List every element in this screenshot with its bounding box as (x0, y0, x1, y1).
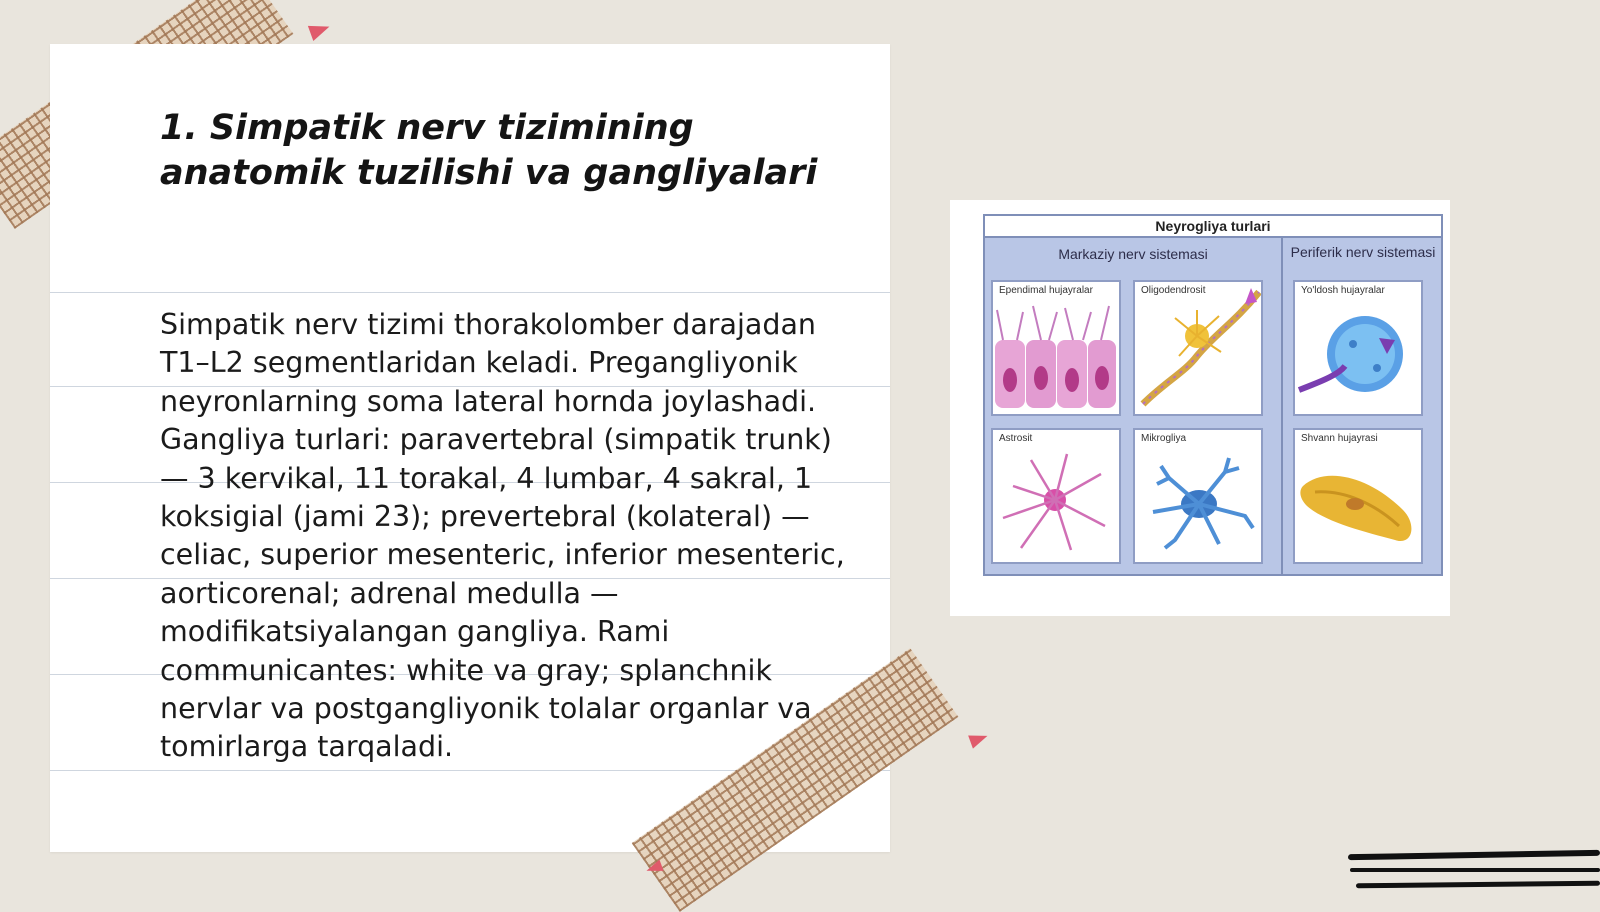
cell-microglia (1133, 428, 1263, 564)
pns-header: Periferik nerv sistemasi (1290, 244, 1436, 260)
slide-body-text: Simpatik nerv tizimi thorakolomber darajadan T1–L2 segmentlaridan keladi. Pregangliyonik neyronlarning soma lateral hornda joylashadi. Gangliya turlari: paravertebral (simpatik trunk) — 3 kervikal, 11 torakal, 4 lumbar, 4 sakral, 1 koksigial (jami 23); prevertebral (kolateral) — celiac, superior mesenteric, inferior mesenteric, aorticorenal; adrenal medulla — modifikatsiyalangan gangliya. Rami communicantes: white va gray; splanchnik nervlar va postgangliyonik tolalar organlar va tomirlarga tarqaladi. (160, 308, 845, 764)
paper-rule-line (50, 292, 890, 293)
microglia-icon (1135, 430, 1261, 562)
cell-satellite (1293, 280, 1423, 416)
note-paper (50, 44, 890, 852)
figure-title: Neyrogliya turlari (985, 216, 1441, 238)
cell-astrocyte (991, 428, 1121, 564)
cell-label: Yo'ldosh hujayralar (1301, 285, 1385, 296)
cell-label: Astrosit (999, 433, 1033, 444)
figure-divider (1281, 238, 1283, 576)
tape-pin-icon (308, 19, 332, 41)
cell-oligodendrocyte (1133, 280, 1263, 416)
figure-frame (983, 214, 1443, 576)
decorative-brush-stroke (1348, 850, 1600, 860)
tape-pin-icon (968, 729, 990, 748)
satellite-cell-icon (1295, 282, 1421, 414)
decorative-brush-stroke (1350, 868, 1600, 872)
decorative-brush-stroke (1356, 881, 1600, 889)
slide-title: 1. Simpatik nerv tizimining anatomik tuzilishi va gangliyalari (160, 108, 818, 193)
cell-label: Ependimal hujayralar (999, 285, 1093, 296)
oligodendrocyte-icon (1135, 282, 1261, 414)
cell-schwann (1293, 428, 1423, 564)
astrocyte-icon (993, 430, 1119, 562)
schwann-cell-icon (1295, 430, 1421, 562)
ependymal-cells-icon (993, 282, 1119, 414)
cell-label: Mikrogliya (1141, 433, 1187, 444)
cell-ependymal (991, 280, 1121, 416)
cell-label: Oligodendrosit (1141, 285, 1206, 296)
cns-header: Markaziy nerv sistemasi (1058, 246, 1208, 262)
neuroglia-figure (950, 200, 1450, 616)
cell-label: Shvann hujayrasi (1301, 433, 1378, 444)
